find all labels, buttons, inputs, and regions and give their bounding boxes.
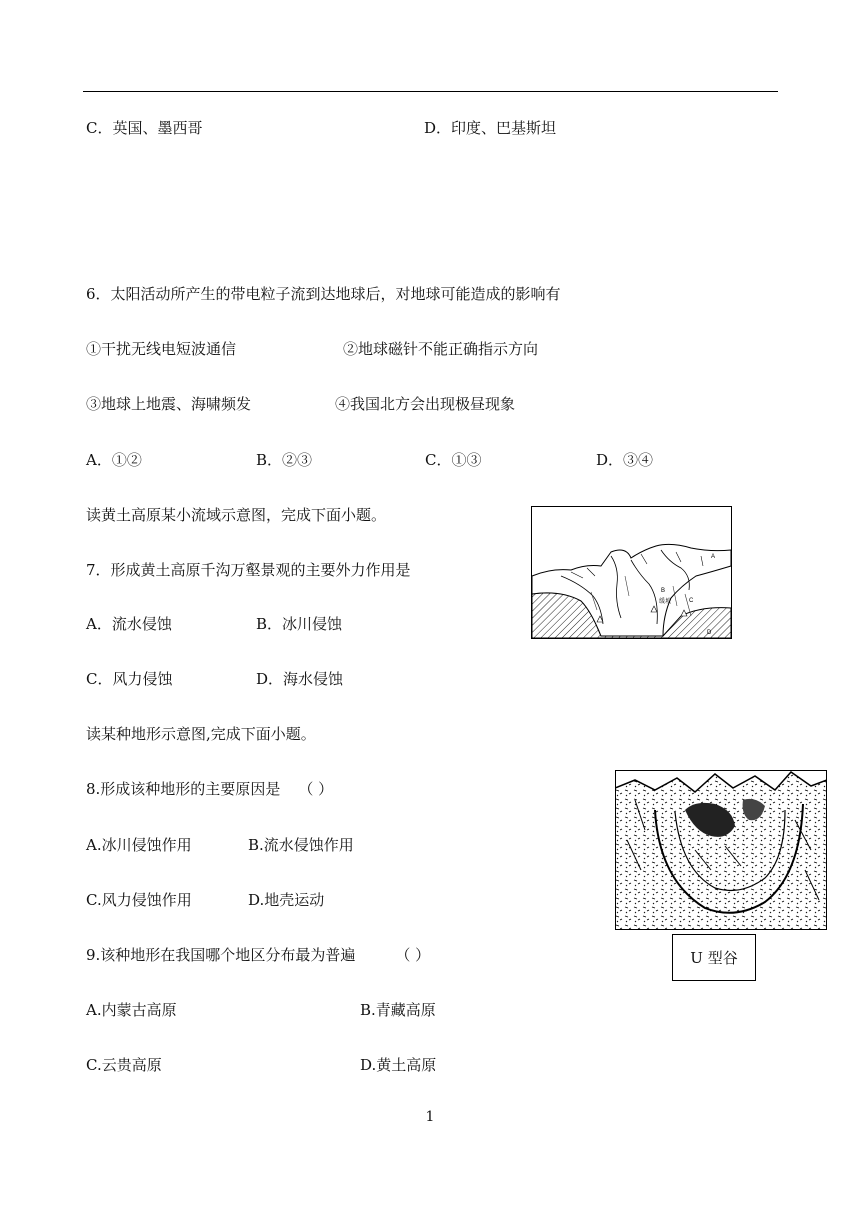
fig1-label-c: C	[689, 598, 694, 604]
q8-stem	[86, 779, 333, 799]
q6-statement-4: ④我国北方会出现极昼现象	[335, 395, 516, 413]
page-number: 1	[425, 1109, 435, 1125]
u-valley-figure	[615, 770, 827, 930]
q8-stem-text: 8.形成该种地形的主要原因是	[86, 780, 281, 798]
q6-statement-3: ③地球上地震、海啸频发	[86, 395, 252, 413]
q9-option-c: C.云贵高原	[86, 1056, 162, 1074]
q8-answer-paren: （ ）	[298, 780, 334, 798]
q6-option-d: D．③④	[596, 451, 654, 469]
u-valley-caption: U 型谷	[672, 934, 756, 981]
fig1-label-slope: 缓坡	[659, 598, 672, 605]
q7-option-b: B．冰川侵蚀	[256, 615, 343, 633]
q8-option-b: B.流水侵蚀作用	[248, 836, 354, 854]
q8-option-d: D.地壳运动	[248, 891, 325, 909]
q8-option-a: A.冰川侵蚀作用	[86, 836, 192, 854]
q6-option-a: A．①②	[86, 451, 142, 469]
q8-option-c: C.风力侵蚀作用	[86, 891, 192, 909]
q7-option-c: C．风力侵蚀	[86, 670, 173, 688]
q5-option-c: C．英国、墨西哥	[86, 119, 203, 137]
q9-stem	[86, 945, 430, 965]
q9-answer-paren: （ ）	[395, 946, 431, 964]
q7-option-a: A．流水侵蚀	[86, 615, 172, 633]
q6-option-b: B．②③	[256, 451, 313, 469]
q8-intro: 读某种地形示意图,完成下面小题。	[86, 725, 316, 743]
header-rule	[83, 91, 778, 92]
q6-stem: 6．太阳活动所产生的带电粒子流到达地球后，对地球可能造成的影响有	[86, 285, 561, 303]
q6-statement-1: ①干扰无线电短波通信	[86, 340, 237, 358]
q9-option-b: B.青藏高原	[360, 1001, 436, 1019]
q6-option-c: C．①③	[425, 451, 482, 469]
q9-stem-text: 9.该种地形在我国哪个地区分布最为普遍	[86, 946, 356, 964]
fig1-label-b: B	[661, 588, 666, 594]
fig1-label-d: D	[707, 630, 712, 636]
q9-option-d: D.黄土高原	[360, 1056, 437, 1074]
q7-stem: 7．形成黄土高原千沟万壑景观的主要外力作用是	[86, 561, 411, 579]
fig1-label-a: A	[711, 554, 716, 560]
q7-intro: 读黄土高原某小流域示意图，完成下面小题。	[86, 506, 387, 524]
loess-watershed-figure	[531, 506, 732, 639]
q7-option-d: D．海水侵蚀	[256, 670, 344, 688]
q5-option-d: D．印度、巴基斯坦	[424, 119, 557, 137]
q6-statement-2: ②地球磁针不能正确指示方向	[343, 340, 539, 358]
q9-option-a: A.内蒙古高原	[86, 1001, 177, 1019]
